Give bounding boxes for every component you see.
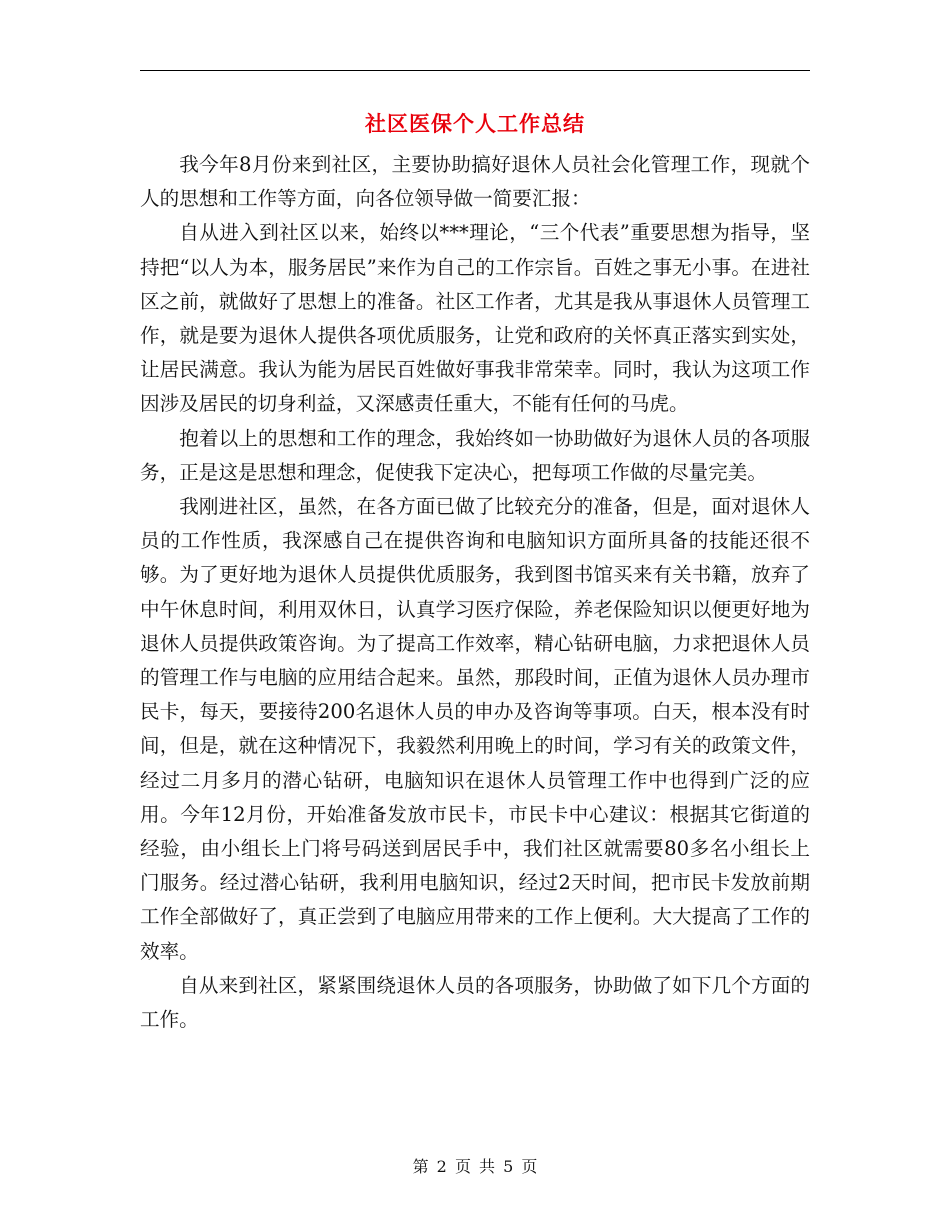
header-rule [140, 70, 810, 71]
paragraph: 自从来到社区，紧紧围绕退休人员的各项服务，协助做了如下几个方面的工作。 [140, 973, 810, 1032]
paragraph: 自从进入到社区以来，始终以***理论，“三个代表”重要思想为指导，坚持把“以人为本，服务居民”来作为自己的工作宗旨。百姓之事无小事。在进社区之前，就做好了思想上的准备。社区工作者，尤其是我从事退休人员管理工作，就是要为退休人提供各项优质服务，让党和政府的关怀真正落实到实处，让居民满意。我认为能为居民百姓做好事我非常荣幸。同时，我认为这项工作因涉及居民的切身利益，又深感责任重大，不能有任何的马虎。 [140, 221, 810, 416]
paragraph: 我今年8月份来到社区，主要协助搞好退休人员社会化管理工作，现就个人的思想和工作等方面，向各位领导做一简要汇报： [140, 153, 810, 211]
page-number-footer: 第 2 页 共 5 页 [412, 1157, 538, 1176]
document-body [140, 148, 810, 1037]
document-title: 社区医保个人工作总结 [365, 111, 585, 136]
paragraph: 抱着以上的思想和工作的理念，我始终如一协助做好为退休人员的各项服务，正是这是思想和理念，促使我下定决心，把每项工作做的尽量完美。 [140, 426, 810, 484]
paragraph: 我刚进社区，虽然，在各方面已做了比较充分的准备，但是，面对退休人员的工作性质，我深感自己在提供咨询和电脑知识方面所具备的技能还很不够。为了更好地为退休人员提供优质服务，我到图书馆买来有关书籍，放弃了中午休息时间，利用双休日，认真学习医疗保险，养老保险知识以便更好地为退休人员提供政策咨询。为了提高工作效率，精心钻研电脑，力求把退休人员的管理工作与电脑的应用结合起来。虽然，那段时间，正值为退休人员办理市民卡，每天，要接待200名退休人员的申办及咨询等事项。白天，根本没有时间，但是，就在这种情况下，我毅然利用晚上的时间，学习有关的政策文件，经过二月多月的潜心钻研，电脑知识在退休人员管理工作中也得到广泛的应用。今年12月份，开始准备发放市民卡，市民卡中心建议：根据其它街道的经验，由小组长上门将号码送到居民手中，我们社区就需要80多名小组长上门服务。经过潜心钻研，我利用电脑知识，经过2天时间，把市民卡发放前期工作全部做好了，真正尝到了电脑应用带来的工作上便利。大大提高了工作的效率。 [140, 495, 810, 963]
